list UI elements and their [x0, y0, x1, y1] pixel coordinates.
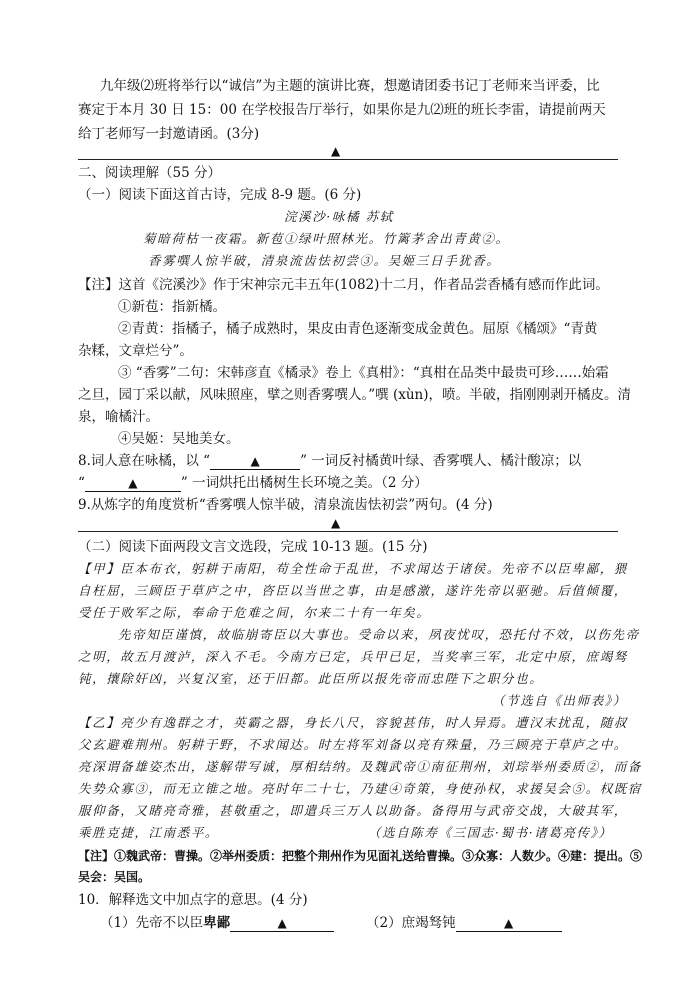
poem-note-2a: ②青黄：指橘子，橘子成熟时，果皮由青色逐渐变成金黄色。屈原《橘颂》“青黄 — [118, 321, 598, 337]
writing-prompt-line1: 九年级⑵班将举行以“诚信”为主题的演讲比赛，想邀请团委书记丁老师来当评委，比 — [100, 78, 600, 94]
question-9: 9.从炼字的角度赏析“香雾噀人惊半破，清泉流齿怯初尝”两句。(4 分) — [78, 497, 493, 513]
passage-yi-line5: 服仰备，又睹亮奇雅，甚敬重之，即遣兵三万人以助备。备得用与武帝交战，大破其军， — [78, 803, 628, 818]
poem-note-4: ④吴姬：吴地美女。 — [118, 431, 240, 447]
q8b-text-pre: “ — [78, 475, 85, 491]
q10-1-dotted-word: 卑鄙 — [203, 915, 231, 931]
part1-title: （一）阅读下面这首古诗，完成 8-9 题。(6 分) — [78, 187, 362, 203]
passage-yi-line6: 乘胜克捷，江南悉平。 — [78, 825, 220, 840]
q10-1-text: （1）先帝不以臣 — [100, 915, 204, 931]
blank-triangle: ▲ — [250, 454, 260, 468]
writing-prompt-line3: 给丁老师写一封邀请函。(3分) — [78, 126, 260, 142]
answer-triangle: ▲ — [331, 144, 341, 158]
poem-note-lead: 【注】这首《浣溪沙》作于宋神宗元丰五年(1082)十二月，作者品尝香橘有感而作此词。 — [78, 277, 609, 293]
divider-line — [78, 159, 618, 160]
question-8-line1 — [78, 450, 581, 472]
q10-2-text: （2）庶竭驽钝 — [366, 915, 456, 931]
blank-triangle: ▲ — [277, 916, 287, 930]
section-title: 二、阅读理解（55 分） — [78, 165, 221, 181]
blank-triangle: ▲ — [503, 916, 514, 930]
question-10: 10．解释选文中加点字的意思。(4 分) — [78, 892, 308, 908]
poem-line-2: 香雾噀人惊半破，清泉流齿怯初尝③。吴姬三日手犹香。 — [148, 253, 501, 268]
passage-jia-source: （节选自《出师表》） — [492, 693, 627, 708]
q8-text-post: ” 一词反衬橘黄叶绿、香雾噀人、橘汁酸凉；以 — [300, 453, 582, 469]
passage-yi-source: （选自陈寿《三国志·蜀书·诸葛亮传》） — [368, 825, 613, 840]
passage-note-line2: 吴会：吴国。 — [78, 870, 151, 884]
part2-title: （二）阅读下面两段文言文选段，完成 10-13 题。(15 分) — [78, 539, 428, 555]
poem-note-1: ①新苞：指新橘。 — [118, 299, 226, 315]
passage-yi-line3: 亮深谓备雄姿杰出，遂解带写诚，厚相结纳。及魏武帝①南征荆州，刘琮举州委质②，而备 — [78, 759, 643, 774]
poem-note-3a: ③ “香雾”二句：宋韩彦直《橘录》卷上《真柑》：“真柑在品类中最贵可珍……始霜 — [118, 365, 609, 381]
passage-jia-line1: 【甲】臣本布衣，躬耕于南阳，苟全性命于乱世，不求闻达于诸侯。先帝不以臣卑鄙，猥 — [78, 561, 628, 576]
passage-yi-line1: 【乙】亮少有逸群之才，英霸之器，身长八尺，容貌甚伟，时人异焉。遭汉末扰乱，随叔 — [78, 715, 628, 730]
poem-line-1: 菊暗荷枯一夜霜。新苞①绿叶照林光。竹篱茅舍出青黄②。 — [143, 231, 510, 246]
question-10-item-1 — [100, 912, 334, 934]
poem-title: 浣溪沙·咏橘 苏轼 — [284, 209, 394, 224]
q8-answer-blank-1[interactable] — [210, 453, 300, 470]
question-10-item-2 — [366, 912, 562, 934]
passage-jia-line2: 自枉屈，三顾臣于草庐之中，咨臣以当世之事，由是感激，遂许先帝以驱驰。后值倾覆， — [78, 583, 628, 598]
blank-triangle: ▲ — [128, 476, 138, 490]
answer-triangle: ▲ — [331, 516, 341, 530]
passage-yi-line4: 失势众寡③，而无立锥之地。亮时年二十七，乃建④奇策，身使孙权，求援吴会⑤。权既宿 — [78, 781, 643, 796]
poem-note-3c: 泉，喻橘汁。 — [78, 409, 159, 425]
q10-1-answer-blank[interactable] — [230, 915, 334, 932]
q8b-text-post: ” 一词烘托出橘树生长环境之美。（2 分） — [180, 475, 428, 491]
q8-answer-blank-2[interactable] — [85, 475, 181, 492]
passage-jia-line3: 受任于败军之际，奉命于危难之间，尔来二十有一年矣。 — [78, 605, 431, 620]
q10-2-answer-blank[interactable] — [456, 915, 562, 932]
passage-jia-line5: 之明，故五月渡泸，深入不毛。今南方已定，兵甲已足，当奖率三军，北定中原，庶竭驽 — [78, 649, 628, 664]
poem-note-2b: 杂糅，文章烂兮”。 — [78, 343, 193, 359]
passage-yi-line2: 父玄避难荆州。躬耕于野，不求闻达。时左将军刘备以亮有殊量，乃三顾亮于草庐之中。 — [78, 737, 628, 752]
question-8-line2 — [78, 472, 428, 494]
q8-text-pre: 8.词人意在咏橘，以 “ — [78, 453, 211, 469]
writing-prompt-line2: 赛定于本月 30 日 15：00 在学校报告厅举行，如果你是九⑵班的班长李雷，请提前两天 — [78, 102, 606, 118]
poem-note-3b: 之旦，园丁采以献，风味照座，擘之则香雾噀人。”噀 (xùn)，喷。半破，指刚刚剥开橘皮。清 — [78, 387, 631, 403]
passage-jia-line4: 先帝知臣谨慎，故临崩寄臣以大事也。受命以来，夙夜忧叹，恐托付不效，以伤先帝 — [118, 627, 640, 642]
passage-jia-line6: 钝，攘除奸凶，兴复汉室，还于旧都。此臣所以报先帝而忠陛下之职分也。 — [78, 671, 544, 686]
passage-note-line1: 【注】①魏武帝：曹操。②举州委质：把整个荆州作为见面礼送给曹操。③众寡：人数少。④建：提出。⑤ — [78, 849, 643, 863]
divider-line — [78, 531, 618, 532]
